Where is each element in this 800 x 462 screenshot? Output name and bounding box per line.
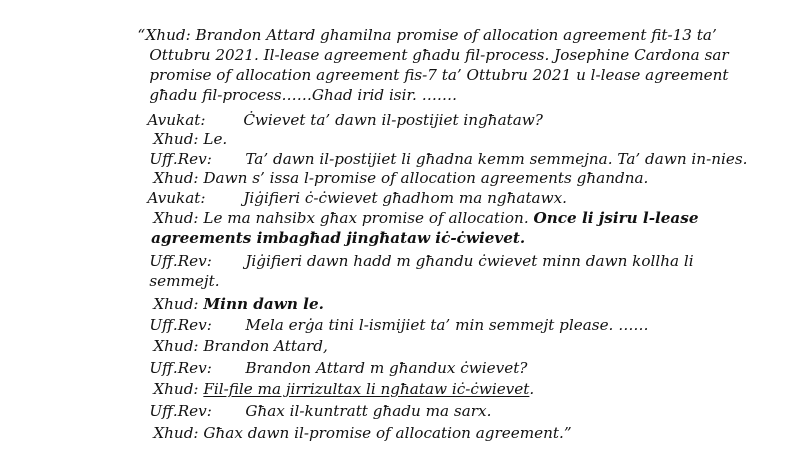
speaker-label: Uff.Rev: — [149, 252, 212, 270]
line-text: promise of allocation agreement fis-7 ta’ Ottubru 2021 u l-lease agreement — [149, 66, 729, 84]
line-text: Xhud: Le ma nahsibx għax promise of allocation. — [153, 209, 534, 227]
speaker-label: Uff.Rev: — [149, 150, 212, 168]
line-text: semmejt. — [149, 272, 220, 290]
line-text: Jiġifieri dawn hadd m għandu ċwievet minn dawn kollha li — [245, 252, 694, 270]
line-text: Ċwievet ta’ dawn il-postijiet ingħataw? — [243, 111, 543, 129]
line-text-bold: agreements imbagħad jingħataw iċ-ċwievet. — [151, 229, 526, 247]
speaker-label: Uff.Rev: — [149, 402, 212, 420]
line-text: Xhud: — [153, 380, 204, 398]
line-text: . — [529, 380, 535, 398]
line-text-bold: Minn dawn le. — [203, 295, 324, 313]
line-text: Ottubru 2021. Il-lease agreement għadu fil-process. Josephine Cardona sar — [149, 46, 729, 64]
line-text: Għax il-kuntratt għadu ma sarx. — [245, 402, 492, 420]
line-text: “Xhud: Brandon Attard ghamilna promise of allocation agreement fit-13 ta’ — [137, 26, 717, 44]
speaker-label: Uff.Rev: — [149, 359, 212, 377]
line-text: Jiġifieri ċ-ċwievet għadhom ma ngħatawx. — [243, 189, 567, 207]
line-text: Xhud: Dawn s’ issa l-promise of allocation agreements għandna. — [153, 169, 649, 187]
transcript-line — [134, 405, 572, 462]
line-text: Brandon Attard m għandux ċwievet? — [245, 359, 528, 377]
line-text: Xhud: Brandon Attard, — [153, 337, 328, 355]
line-text-bold: Once li jsiru l-lease — [533, 209, 699, 227]
speaker-label: Uff.Rev: — [149, 316, 212, 334]
line-text-underlined: Fil-file ma jirrizultax li ngħataw iċ-ċwievet — [203, 380, 530, 398]
speaker-label: Avukat: — [147, 189, 206, 207]
line-text: Xhud: — [153, 295, 204, 313]
line-text: Ta’ dawn il-postijiet li għadna kemm semmejna. Ta’ dawn in-nies. — [245, 150, 748, 168]
line-text: Xhud: Għax dawn il-promise of allocation agreement.” — [153, 424, 572, 442]
line-text: għadu fil-process……Ghad irid isir. ……. — [149, 86, 457, 104]
speaker-label: Avukat: — [147, 111, 206, 129]
line-text: Mela erġa tini l-ismijiet ta’ min semmejt please. …… — [245, 316, 649, 334]
line-text: Xhud: Le. — [153, 130, 228, 148]
